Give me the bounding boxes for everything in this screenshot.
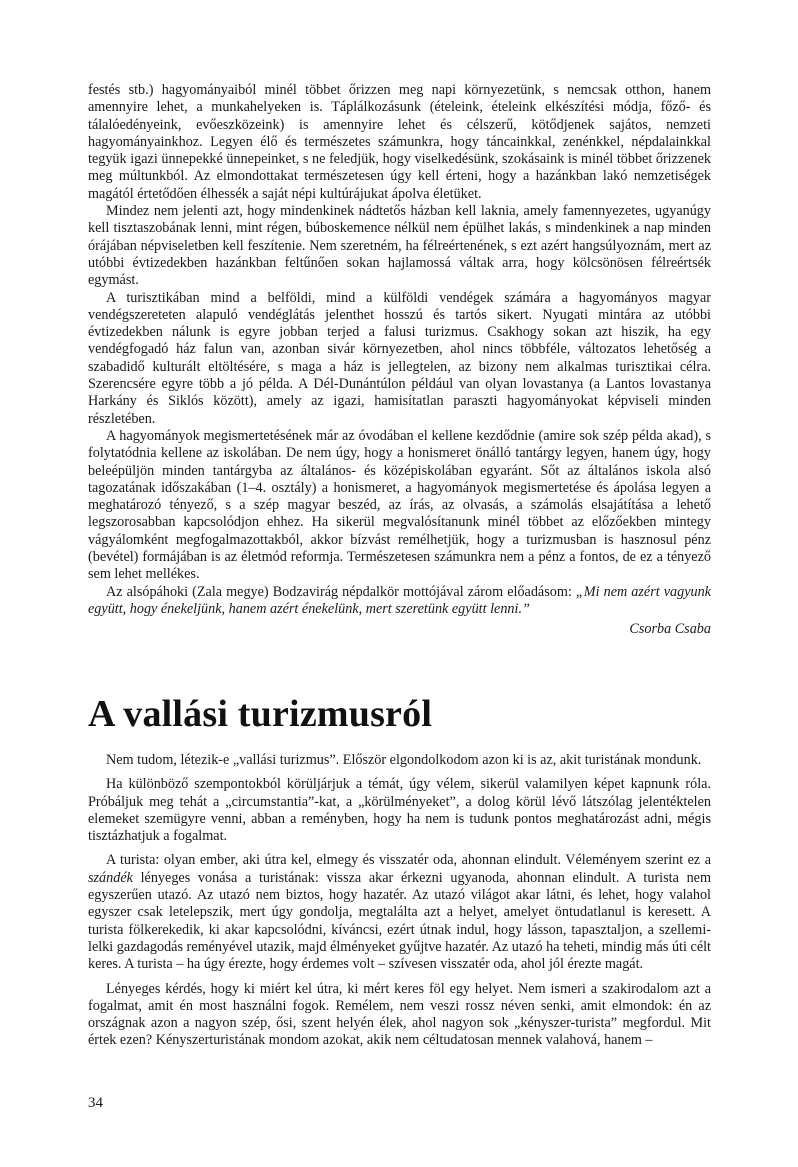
- paragraph: Ha különböző szempontokból körüljárjuk a témát, úgy vélem, sikerül valamilyen képet kapnunk róla. Próbáljuk meg tehát a „circumstantia”-kat, a „körülményeket”, a dolog körül lévő látszólag jelentéktelen elemeket szemügyre venni, abban a reményben, hogy ha nem is tudunk pontos meghatározást adni, mégis tisztázhatjuk a fogalmat.: [88, 776, 711, 845]
- article-title: A vallási turizmusról: [88, 693, 433, 735]
- paragraph: [88, 852, 711, 973]
- page-number: 34: [88, 1095, 103, 1111]
- closing-paragraph: [88, 584, 711, 619]
- closing-intro: Az alsópáhoki (Zala megye) Bodzavirág népdalkör mottójával zárom előadásom:: [106, 583, 576, 600]
- text-run: lényeges vonása a turistának: vissza akar érkezni ugyanoda, ahonnan elindult. A turista nem egyszerűen utazó. Az utazó nem biztos, hogy hazatér. Az utazó világot akar látni, és lehet, hogy valahol egyszer csak letelepszik, mert úgy gondolja, megtalálta azt a helyet, amelyet öntudatlanul is keresett. A turista fölkerekedik, ki akar kapcsolódni, kíváncsi, ezért útnak indul, hogy lásson, tapasztaljon, a szellemi-lelki gazdagodás reményével utazik, majd élményeket gyűjtve hazatér. Az utazó ha teheti, mindig más úti célt keres. A turista – ha úgy érezte, hogy érdemes volt – szívesen visszatér oda, ahol jól érezte magát.: [88, 869, 711, 973]
- paragraph: Mindez nem jelenti azt, hogy mindenkinek nádtetős házban kell laknia, amely famennyezetes, ugyanúgy kell tisztaszobának lenni, mint régen, búboskemence nélkül nem épülhet lakás, s mindenkinek a nap minden órájában népviseletben kell feszítenie. Nem szeretném, ha félreértenének, s ezt azért hangsúlyoznám, mert az utóbbi évtizedekben hazánkban feltűnően sokan hajlamossá váltak arra, hogy kölcsönösen félreértsék egymást.: [88, 203, 711, 289]
- author-signature: Csorba Csaba: [629, 621, 711, 638]
- article-body: [88, 752, 711, 1057]
- paragraph: festés stb.) hagyományaiból minél többet őrizzen meg napi környezetünk, s nemcsak otthon, hanem amennyire lehet, a munkahelyeken is. Táplálkozásunk (ételeink, ételeink elkészítési módja, főző- és tálalóedényeink, evőeszközeink) is amennyire lehet és célszerű, kötődjenek sajátos, nemzeti hagyományainkhoz. Legyen élő és természetes számunkra, hogy táncainkkal, zenénkkel, népdalainkkal tegyük igazi ünnepekké ünnepeinket, s ne feledjük, hogy viselkedésünk, szokásaink is minél többet őrizzenek meg múltunkból. Az elmondottakat természetesen úgy kell érteni, hogy a hazánkban lakó nemzetiségek magától értetődően élhessék a saját népi kultúrájukat ápolva életüket.: [88, 82, 711, 202]
- paragraph: Nem tudom, létezik-e „vallási turizmus”. Először elgondolkodom azon ki is az, akit turistának mondunk.: [106, 752, 702, 768]
- paragraph: A turisztikában mind a belföldi, mind a külföldi vendégek számára a hagyományos magyar vendégszereteten alapuló vendéglátás jelenthet hosszú és tartós sikert. Nyugati mintára az utóbbi évtizedekben nálunk is egyre jobban terjed a falusi turizmus. Csakhogy sokan azt hiszik, ha egy vendégfogadó ház falun van, azonban sivár környezetben, ahol nincs többféle, változatos lehetőség a szabadidő kulturált eltöltésére, s maga a ház is jellegtelen, az bizony nem alkalmas turisztikai célra. Szerencsére egyre több a jó példa. A Dél-Dunántúlon például van olyan lovastanya (a Lantos lovastanya Harkány és Siklós között), amely az igazi, hamisítatlan paraszti hagyományokat képviseli minden részletében.: [88, 289, 711, 427]
- text-run: A turista: olyan ember, aki útra kel, elmegy és visszatér oda, ahonnan elindult. Véleményem szerint ez a: [106, 852, 711, 869]
- article-continuation: [88, 82, 711, 638]
- paragraph: Lényeges kérdés, hogy ki miért kel útra, ki mért keres föl egy helyet. Nem ismeri a szakirodalom azt a fogalmat, amit én most használni fogok. Remélem, nem veszi rossz néven senki, amit elmondok: én az országnak azon a nagyon szép, ősi, szent helyén élek, ahol nagyon sok „kényszer-turista” megfordul. Mit értek ezen? Kényszerturistának mondom azokat, akik nem céltudatosan mennek valahová, hanem –: [88, 980, 711, 1049]
- motto-quote: „Mi nem azért vagyunk együtt, hogy énekeljünk, hanem azért énekelünk, mert szeretünk együtt lenni.”: [88, 583, 711, 617]
- emphasis: szándék: [88, 869, 133, 886]
- paragraph: A hagyományok megismertetésének már az óvodában el kellene kezdődnie (amire sok szép példa akad), s folytatódnia kellene az iskolában. De nem úgy, hogy a honismeret önálló tantárgy legyen, hanem úgy, hogy beleépüljön minden tantárgyba az általános- és középiskolában egyaránt. Sőt az általános iskola alsó tagozatának időszakában (1–4. osztály) a honismeret, a hagyományok megismertetése és ápolása legyen a meghatározó tényező, s a szép magyar beszéd, az írás, az olvasás, a számolás elsajátítása a lehető legszorosabban kapcsolódjon ehhez. Ha sikerül megvalósítanunk minél többet az előzőekben mintegy vágyálomként megfogalmazottakból, akkor bízvást remélhetjük, hogy a turizmusban is hasznosul pénz (bevétel) formájában is az életmód reformja. Természetesen számunkra nem a pénz a fontos, de ez a tényező sem lehet mellékes.: [88, 427, 711, 583]
